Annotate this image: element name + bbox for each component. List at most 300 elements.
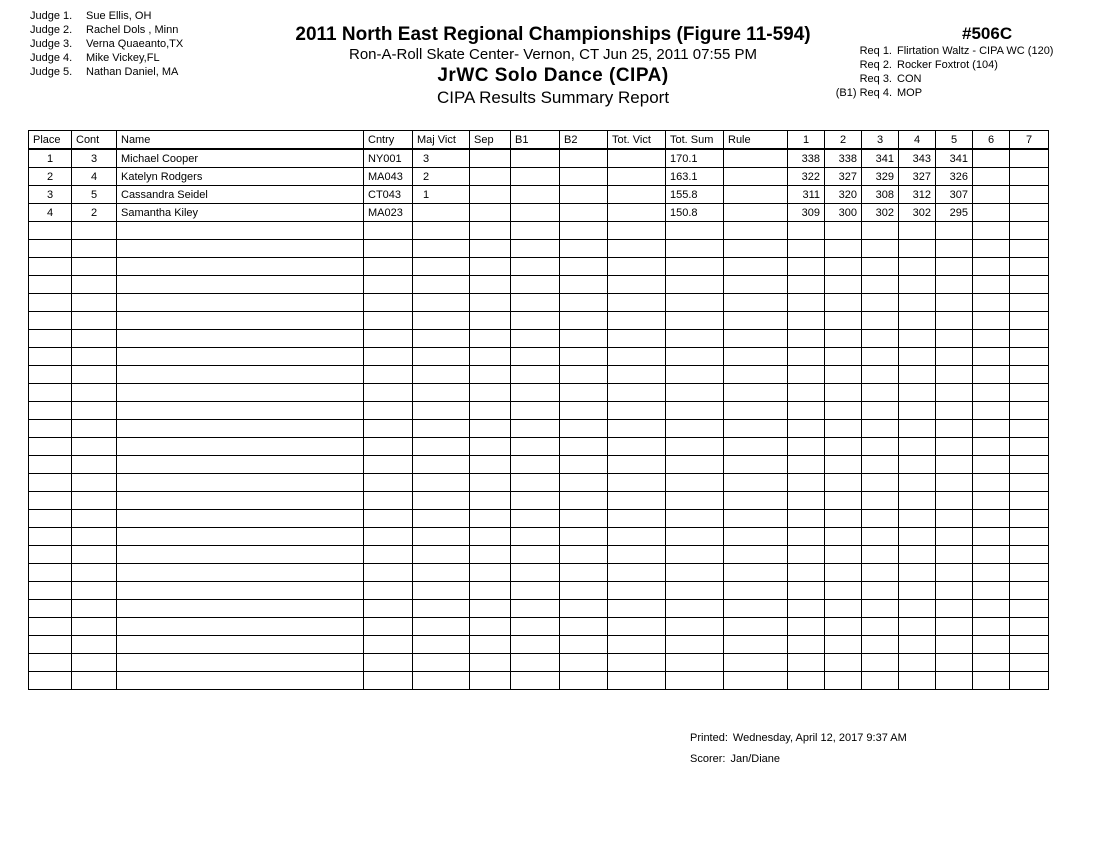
place-cell xyxy=(29,258,72,276)
judge-score-cell xyxy=(899,312,936,330)
skater-name-cell xyxy=(117,438,364,456)
competition-title: 2011 North East Regional Championships (Figure 11-594) xyxy=(295,24,811,45)
majority-victories-cell xyxy=(413,528,470,546)
judge-score-cell xyxy=(788,366,825,384)
total-victories-cell xyxy=(608,222,666,240)
table-row xyxy=(29,258,1049,276)
skater-name-cell xyxy=(117,564,364,582)
table-row xyxy=(29,420,1049,438)
contestant-number-cell xyxy=(72,258,117,276)
judge-score-cell xyxy=(936,564,973,582)
skater-name-cell xyxy=(117,672,364,690)
b2-cell xyxy=(560,546,608,564)
requirement-text: MOP xyxy=(897,87,923,99)
majority-victories-cell xyxy=(413,618,470,636)
judge-score-cell xyxy=(973,149,1010,168)
judge-score-cell xyxy=(899,654,936,672)
judge-score-cell xyxy=(1010,276,1049,294)
print-info xyxy=(690,728,907,770)
separation-cell xyxy=(470,546,511,564)
total-victories-cell xyxy=(608,582,666,600)
judge-score-cell xyxy=(936,672,973,690)
column-header: Place xyxy=(29,131,72,150)
judge-score-cell xyxy=(788,492,825,510)
judge-score-cell: 295 xyxy=(936,204,973,222)
table-row xyxy=(29,294,1049,312)
contestant-number-cell xyxy=(72,510,117,528)
table-row xyxy=(29,348,1049,366)
judge-score-cell xyxy=(788,402,825,420)
judge-score-cell xyxy=(788,384,825,402)
b1-cell xyxy=(511,276,560,294)
judge-score-cell xyxy=(973,258,1010,276)
skater-name-cell xyxy=(117,618,364,636)
total-victories-cell xyxy=(608,492,666,510)
judge-score-cell xyxy=(862,582,899,600)
b1-cell xyxy=(511,168,560,186)
judge-score-cell: 308 xyxy=(862,186,899,204)
judge-score-cell xyxy=(1010,438,1049,456)
skater-name-cell xyxy=(117,582,364,600)
table-row xyxy=(29,240,1049,258)
place-cell xyxy=(29,456,72,474)
club-code-cell: NY001 xyxy=(364,149,413,168)
separation-cell xyxy=(470,564,511,582)
judge-score-cell xyxy=(862,240,899,258)
judge-score-cell xyxy=(788,276,825,294)
skater-name-cell: Cassandra Seidel xyxy=(117,186,364,204)
contestant-number-cell xyxy=(72,528,117,546)
total-victories-cell xyxy=(608,438,666,456)
total-victories-cell xyxy=(608,510,666,528)
table-row xyxy=(29,600,1049,618)
judge-score-cell xyxy=(862,276,899,294)
judge-score-cell xyxy=(936,654,973,672)
club-code-cell xyxy=(364,366,413,384)
judge-score-cell xyxy=(862,330,899,348)
separation-cell xyxy=(470,204,511,222)
club-code-cell xyxy=(364,276,413,294)
b1-cell xyxy=(511,204,560,222)
place-cell xyxy=(29,672,72,690)
total-victories-cell xyxy=(608,168,666,186)
judge-score-cell xyxy=(825,222,862,240)
skater-name-cell: Katelyn Rodgers xyxy=(117,168,364,186)
judge-score-cell xyxy=(1010,510,1049,528)
place-cell xyxy=(29,654,72,672)
majority-victories-cell xyxy=(413,492,470,510)
total-sum-cell: 150.8 xyxy=(666,204,724,222)
judge-score-cell xyxy=(899,528,936,546)
judge-score-cell xyxy=(788,348,825,366)
requirement-line xyxy=(850,44,1100,58)
place-cell xyxy=(29,474,72,492)
club-code-cell xyxy=(364,402,413,420)
separation-cell xyxy=(470,636,511,654)
b2-cell xyxy=(560,636,608,654)
column-header: 6 xyxy=(973,131,1010,150)
place-cell xyxy=(29,492,72,510)
judge-score-cell xyxy=(1010,384,1049,402)
table-row xyxy=(29,366,1049,384)
club-code-cell xyxy=(364,528,413,546)
separation-cell xyxy=(470,510,511,528)
total-victories-cell xyxy=(608,384,666,402)
table-row xyxy=(29,149,1049,168)
table-row xyxy=(29,168,1049,186)
b1-cell xyxy=(511,636,560,654)
judge-score-cell xyxy=(862,348,899,366)
judge-score-cell xyxy=(936,582,973,600)
majority-victories-cell xyxy=(413,294,470,312)
judge-line xyxy=(30,51,183,65)
club-code-cell xyxy=(364,456,413,474)
club-code-cell xyxy=(364,240,413,258)
total-sum-cell xyxy=(666,582,724,600)
judge-score-cell xyxy=(936,546,973,564)
judge-score-cell xyxy=(825,636,862,654)
judge-score-cell xyxy=(825,276,862,294)
table-row xyxy=(29,222,1049,240)
total-sum-cell xyxy=(666,546,724,564)
judge-score-cell xyxy=(936,510,973,528)
skater-name-cell xyxy=(117,312,364,330)
total-victories-cell xyxy=(608,330,666,348)
judge-score-cell xyxy=(899,240,936,258)
total-sum-cell: 155.8 xyxy=(666,186,724,204)
judge-score-cell: 307 xyxy=(936,186,973,204)
separation-cell xyxy=(470,168,511,186)
b2-cell xyxy=(560,438,608,456)
column-header: Sep xyxy=(470,131,511,150)
majority-victories-cell xyxy=(413,636,470,654)
total-sum-cell xyxy=(666,402,724,420)
column-header: B2 xyxy=(560,131,608,150)
judge-name: Sue Ellis, OH xyxy=(86,10,152,22)
separation-cell xyxy=(470,582,511,600)
judge-score-cell xyxy=(973,492,1010,510)
place-cell xyxy=(29,546,72,564)
total-sum-cell xyxy=(666,438,724,456)
b1-cell xyxy=(511,384,560,402)
b2-cell xyxy=(560,528,608,546)
judge-score-cell xyxy=(899,672,936,690)
column-header: Tot. Vict xyxy=(608,131,666,150)
judge-score-cell xyxy=(788,258,825,276)
judge-score-cell xyxy=(862,384,899,402)
b2-cell xyxy=(560,294,608,312)
contestant-number-cell: 5 xyxy=(72,186,117,204)
b1-cell xyxy=(511,456,560,474)
judge-score-cell xyxy=(862,672,899,690)
b1-cell xyxy=(511,348,560,366)
skater-name-cell xyxy=(117,366,364,384)
b2-cell xyxy=(560,186,608,204)
total-victories-cell xyxy=(608,258,666,276)
printed-line xyxy=(690,728,907,749)
table-row xyxy=(29,438,1049,456)
contestant-number-cell xyxy=(72,672,117,690)
table-row xyxy=(29,636,1049,654)
judge-score-cell: 329 xyxy=(862,168,899,186)
judge-score-cell xyxy=(1010,222,1049,240)
contestant-number-cell xyxy=(72,348,117,366)
contestant-number-cell xyxy=(72,438,117,456)
judge-score-cell xyxy=(899,618,936,636)
contestant-number-cell: 2 xyxy=(72,204,117,222)
rule-cell xyxy=(724,276,788,294)
total-sum-cell xyxy=(666,456,724,474)
place-cell xyxy=(29,618,72,636)
judge-score-cell xyxy=(973,618,1010,636)
table-row xyxy=(29,528,1049,546)
place-cell xyxy=(29,330,72,348)
separation-cell xyxy=(470,420,511,438)
judge-score-cell xyxy=(1010,348,1049,366)
judge-score-cell xyxy=(825,582,862,600)
judge-score-cell xyxy=(862,438,899,456)
contestant-number-cell xyxy=(72,312,117,330)
judge-number: Judge 4. xyxy=(30,52,73,64)
rule-cell xyxy=(724,294,788,312)
total-sum-cell: 163.1 xyxy=(666,168,724,186)
judge-score-cell xyxy=(899,330,936,348)
judge-score-cell xyxy=(1010,618,1049,636)
judge-score-cell xyxy=(862,294,899,312)
judge-score-cell xyxy=(1010,582,1049,600)
b2-cell xyxy=(560,384,608,402)
total-victories-cell xyxy=(608,312,666,330)
scorer-label: Scorer: xyxy=(690,753,726,765)
judge-score-cell xyxy=(1010,204,1049,222)
club-code-cell xyxy=(364,510,413,528)
judge-score-cell xyxy=(936,312,973,330)
separation-cell xyxy=(470,672,511,690)
judge-score-cell xyxy=(973,528,1010,546)
total-victories-cell xyxy=(608,474,666,492)
judge-score-cell xyxy=(1010,149,1049,168)
majority-victories-cell xyxy=(413,240,470,258)
requirement-text: CON xyxy=(897,73,922,85)
judge-score-cell xyxy=(936,636,973,654)
judge-score-cell: 341 xyxy=(862,149,899,168)
judge-line xyxy=(30,9,183,23)
b1-cell xyxy=(511,654,560,672)
column-header: 7 xyxy=(1010,131,1049,150)
judge-score-cell xyxy=(788,474,825,492)
place-cell: 4 xyxy=(29,204,72,222)
scorer-line xyxy=(690,749,907,770)
majority-victories-cell xyxy=(413,258,470,276)
judge-score-cell xyxy=(825,402,862,420)
judge-score-cell xyxy=(936,474,973,492)
rule-cell xyxy=(724,672,788,690)
skater-name-cell xyxy=(117,474,364,492)
judge-number: Judge 5. xyxy=(30,66,73,78)
total-sum-cell: 170.1 xyxy=(666,149,724,168)
majority-victories-cell xyxy=(413,564,470,582)
judge-score-cell xyxy=(899,456,936,474)
skater-name-cell xyxy=(117,510,364,528)
judge-score-cell xyxy=(973,582,1010,600)
judge-score-cell xyxy=(825,618,862,636)
total-sum-cell xyxy=(666,636,724,654)
judge-line xyxy=(30,65,183,79)
judge-score-cell xyxy=(825,258,862,276)
total-victories-cell xyxy=(608,564,666,582)
club-code-cell xyxy=(364,384,413,402)
table-row xyxy=(29,546,1049,564)
judge-score-cell xyxy=(1010,186,1049,204)
contestant-number-cell xyxy=(72,330,117,348)
majority-victories-cell xyxy=(413,600,470,618)
total-victories-cell xyxy=(608,366,666,384)
judge-score-cell xyxy=(936,330,973,348)
rule-cell xyxy=(724,546,788,564)
total-sum-cell xyxy=(666,222,724,240)
separation-cell xyxy=(470,348,511,366)
judge-score-cell xyxy=(973,636,1010,654)
contestant-number-cell xyxy=(72,654,117,672)
column-header: Cntry xyxy=(364,131,413,150)
judge-score-cell xyxy=(788,438,825,456)
b2-cell xyxy=(560,420,608,438)
table-row xyxy=(29,312,1049,330)
judge-score-cell xyxy=(973,348,1010,366)
judge-score-cell xyxy=(973,600,1010,618)
table-row xyxy=(29,492,1049,510)
judge-score-cell xyxy=(936,348,973,366)
judge-score-cell xyxy=(788,456,825,474)
place-cell xyxy=(29,366,72,384)
judge-score-cell xyxy=(1010,600,1049,618)
judge-score-cell xyxy=(825,240,862,258)
rule-cell xyxy=(724,528,788,546)
b2-cell xyxy=(560,510,608,528)
judge-score-cell xyxy=(973,276,1010,294)
judge-score-cell xyxy=(936,402,973,420)
judge-score-cell xyxy=(825,474,862,492)
judge-score-cell xyxy=(936,276,973,294)
total-victories-cell xyxy=(608,546,666,564)
rule-cell xyxy=(724,204,788,222)
place-cell xyxy=(29,312,72,330)
column-header: 1 xyxy=(788,131,825,150)
b2-cell xyxy=(560,654,608,672)
judge-score-cell: 327 xyxy=(899,168,936,186)
b1-cell xyxy=(511,366,560,384)
majority-victories-cell xyxy=(413,366,470,384)
judge-score-cell xyxy=(1010,456,1049,474)
printed-value: Wednesday, April 12, 2017 9:37 AM xyxy=(732,732,907,744)
separation-cell xyxy=(470,600,511,618)
judge-score-cell xyxy=(936,420,973,438)
judge-score-cell xyxy=(973,330,1010,348)
club-code-cell: CT043 xyxy=(364,186,413,204)
place-cell xyxy=(29,636,72,654)
judge-score-cell: 326 xyxy=(936,168,973,186)
judge-score-cell xyxy=(1010,564,1049,582)
judge-score-cell: 338 xyxy=(788,149,825,168)
judge-score-cell xyxy=(825,330,862,348)
place-cell xyxy=(29,294,72,312)
judge-name: Mike Vickey,FL xyxy=(86,52,160,64)
judge-score-cell xyxy=(825,672,862,690)
b1-cell xyxy=(511,582,560,600)
separation-cell xyxy=(470,366,511,384)
contestant-number-cell xyxy=(72,420,117,438)
judge-score-cell: 338 xyxy=(825,149,862,168)
majority-victories-cell xyxy=(413,204,470,222)
judge-score-cell xyxy=(899,582,936,600)
place-cell: 2 xyxy=(29,168,72,186)
judge-score-cell xyxy=(899,600,936,618)
judge-score-cell xyxy=(899,636,936,654)
separation-cell xyxy=(470,222,511,240)
judge-score-cell xyxy=(862,420,899,438)
total-victories-cell xyxy=(608,636,666,654)
judge-score-cell: 311 xyxy=(788,186,825,204)
majority-victories-cell xyxy=(413,276,470,294)
b1-cell xyxy=(511,600,560,618)
judge-score-cell xyxy=(936,456,973,474)
scorer-value: Jan/Diane xyxy=(730,753,781,765)
judge-score-cell xyxy=(899,276,936,294)
report-header xyxy=(260,24,846,108)
separation-cell xyxy=(470,384,511,402)
b1-cell xyxy=(511,312,560,330)
judge-score-cell xyxy=(825,510,862,528)
judge-score-cell xyxy=(1010,294,1049,312)
judge-name: Rachel Dols , Minn xyxy=(86,24,179,36)
judge-score-cell xyxy=(1010,546,1049,564)
judge-score-cell xyxy=(1010,258,1049,276)
judge-score-cell xyxy=(973,186,1010,204)
total-sum-cell xyxy=(666,618,724,636)
table-row xyxy=(29,276,1049,294)
column-header: Rule xyxy=(724,131,788,150)
judge-score-cell xyxy=(788,330,825,348)
b2-cell xyxy=(560,330,608,348)
total-sum-cell xyxy=(666,654,724,672)
b1-cell xyxy=(511,438,560,456)
b2-cell xyxy=(560,456,608,474)
judge-score-cell xyxy=(788,294,825,312)
judge-score-cell xyxy=(973,240,1010,258)
table-row xyxy=(29,384,1049,402)
rule-cell xyxy=(724,402,788,420)
total-sum-cell xyxy=(666,474,724,492)
judge-score-cell xyxy=(862,456,899,474)
club-code-cell xyxy=(364,420,413,438)
b2-cell xyxy=(560,149,608,168)
judge-score-cell xyxy=(788,654,825,672)
column-header: Name xyxy=(117,131,364,150)
rule-cell xyxy=(724,222,788,240)
total-victories-cell xyxy=(608,348,666,366)
judge-score-cell xyxy=(973,654,1010,672)
judge-score-cell: 343 xyxy=(899,149,936,168)
majority-victories-cell xyxy=(413,546,470,564)
judge-score-cell xyxy=(825,366,862,384)
contestant-number-cell xyxy=(72,582,117,600)
contestant-number-cell: 3 xyxy=(72,149,117,168)
judge-score-cell xyxy=(788,546,825,564)
club-code-cell xyxy=(364,474,413,492)
contestant-number-cell xyxy=(72,456,117,474)
rule-cell xyxy=(724,510,788,528)
judge-score-cell xyxy=(862,258,899,276)
